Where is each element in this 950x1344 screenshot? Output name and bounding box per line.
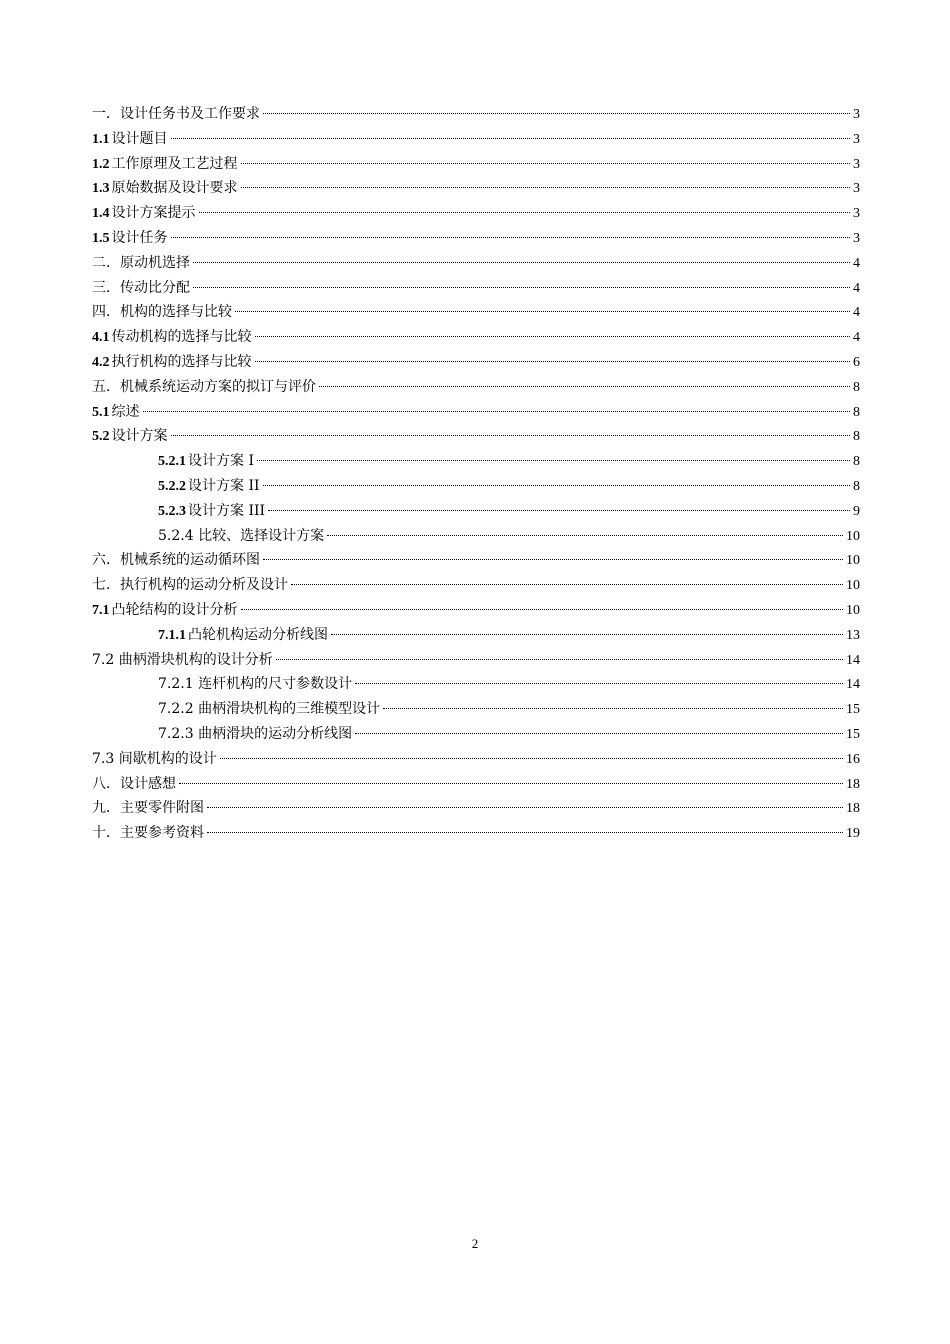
toc-entry[interactable] xyxy=(92,499,860,524)
toc-entry-page: 15 xyxy=(846,726,860,742)
table-of-contents xyxy=(92,102,860,846)
toc-entry-title: 一．设计任务书及工作要求 xyxy=(92,106,260,122)
toc-entry-number: 1.1 xyxy=(92,131,110,147)
toc-entry-title: 凸轮机构运动分析线图 xyxy=(188,626,328,643)
toc-entry-page: 16 xyxy=(846,751,860,767)
toc-entry-page: 15 xyxy=(846,702,860,718)
toc-entry-page: 14 xyxy=(846,652,860,668)
toc-entry[interactable] xyxy=(92,201,860,226)
toc-dot-leader xyxy=(331,634,843,635)
toc-dot-leader xyxy=(355,683,843,684)
toc-entry-page: 4 xyxy=(853,305,860,321)
toc-entry[interactable] xyxy=(92,772,860,797)
toc-dot-leader xyxy=(207,832,843,833)
toc-entry-page: 10 xyxy=(846,602,860,618)
toc-entry[interactable] xyxy=(92,623,860,648)
toc-entry-title: 5.2.4 比较、选择设计方案 xyxy=(158,527,325,544)
toc-entry[interactable] xyxy=(92,573,860,598)
toc-entry-title: 设计方案 III xyxy=(188,502,266,519)
toc-dot-leader xyxy=(257,460,850,461)
toc-entry[interactable] xyxy=(92,176,860,201)
toc-entry-title: 设计方案 I xyxy=(188,453,254,470)
toc-entry-title: 综述 xyxy=(111,403,140,420)
toc-entry[interactable] xyxy=(92,251,860,276)
toc-entry[interactable] xyxy=(92,400,860,425)
toc-dot-leader xyxy=(263,485,850,486)
toc-entry-page: 3 xyxy=(853,181,860,197)
toc-entry-number: 4.2 xyxy=(92,354,110,370)
toc-entry[interactable] xyxy=(92,821,860,846)
toc-dot-leader xyxy=(220,758,843,759)
toc-entry-title: 四．机构的选择与比较 xyxy=(92,304,232,321)
toc-dot-leader xyxy=(143,411,851,412)
toc-dot-leader xyxy=(179,783,843,784)
toc-entry-title: 设计方案提示 xyxy=(111,205,196,222)
toc-dot-leader xyxy=(276,659,843,660)
toc-entry-number: 1.5 xyxy=(92,230,110,246)
toc-entry[interactable] xyxy=(92,424,860,449)
toc-entry[interactable] xyxy=(92,152,860,177)
toc-entry-number: 1.3 xyxy=(92,181,110,197)
toc-entry[interactable] xyxy=(92,548,860,573)
toc-entry-title: 七．执行机构的运动分析及设计 xyxy=(92,577,288,594)
toc-entry-title: 设计任务 xyxy=(111,229,168,246)
toc-entry[interactable] xyxy=(92,102,860,127)
toc-entry-page: 3 xyxy=(853,206,860,222)
toc-dot-leader xyxy=(383,708,843,709)
toc-entry[interactable] xyxy=(92,722,860,747)
toc-entry-number: 4.1 xyxy=(92,330,110,346)
toc-entry-page: 10 xyxy=(846,553,860,569)
toc-entry-page: 8 xyxy=(853,454,860,470)
toc-dot-leader xyxy=(171,138,851,139)
toc-entry-page: 10 xyxy=(846,578,860,594)
toc-entry-title: 十．主要参考资料 xyxy=(92,825,204,842)
toc-dot-leader xyxy=(319,386,850,387)
toc-entry-title: 九．主要零件附图 xyxy=(92,800,204,817)
toc-entry-title: 7.2.1 连杆机构的尺寸参数设计 xyxy=(158,676,353,693)
toc-dot-leader xyxy=(327,535,843,536)
toc-entry[interactable] xyxy=(92,598,860,623)
toc-entry-title: 设计方案 xyxy=(111,428,168,445)
toc-entry-page: 19 xyxy=(846,826,860,842)
toc-entry-title: 7.2.3 曲柄滑块的运动分析线图 xyxy=(158,725,353,742)
toc-entry-page: 6 xyxy=(853,354,860,370)
toc-dot-leader xyxy=(207,807,843,808)
toc-entry-title: 工作原理及工艺过程 xyxy=(111,155,238,172)
toc-dot-leader xyxy=(255,336,851,337)
toc-entry-page: 3 xyxy=(853,131,860,147)
toc-entry-number: 5.1 xyxy=(92,404,110,420)
toc-entry-number: 5.2.2 xyxy=(158,478,186,494)
toc-entry-page: 3 xyxy=(853,107,860,122)
toc-entry-title: 7.2.2 曲柄滑块机构的三维模型设计 xyxy=(158,701,381,718)
toc-entry[interactable] xyxy=(92,276,860,301)
toc-entry-page: 8 xyxy=(853,429,860,445)
toc-entry[interactable] xyxy=(92,350,860,375)
toc-dot-leader xyxy=(268,510,850,511)
toc-entry-title: 传动机构的选择与比较 xyxy=(111,329,252,346)
toc-entry-title: 执行机构的选择与比较 xyxy=(111,353,252,370)
toc-entry-page: 13 xyxy=(846,627,860,643)
toc-entry-title: 设计方案 II xyxy=(188,477,260,494)
toc-dot-leader xyxy=(291,584,843,585)
toc-dot-leader xyxy=(241,187,851,188)
toc-entry-number: 1.2 xyxy=(92,156,110,172)
toc-entry[interactable] xyxy=(92,474,860,499)
toc-entry-title: 八．设计感想 xyxy=(92,775,176,792)
toc-dot-leader xyxy=(199,212,851,213)
toc-entry-number: 5.2.3 xyxy=(158,503,186,519)
toc-entry-number: 5.2.1 xyxy=(158,454,186,470)
toc-entry[interactable] xyxy=(92,226,860,251)
toc-dot-leader xyxy=(171,237,851,238)
toc-entry-page: 3 xyxy=(853,230,860,246)
toc-entry-title: 凸轮结构的设计分析 xyxy=(111,601,238,618)
toc-entry-title: 六．机械系统的运动循环图 xyxy=(92,552,260,569)
toc-entry-page: 4 xyxy=(853,330,860,346)
toc-dot-leader xyxy=(263,559,843,560)
toc-entry[interactable] xyxy=(92,375,860,400)
toc-entry[interactable] xyxy=(92,524,860,549)
toc-entry[interactable] xyxy=(92,747,860,772)
toc-entry[interactable] xyxy=(92,449,860,474)
toc-dot-leader xyxy=(263,113,850,114)
toc-entry-number: 1.4 xyxy=(92,206,110,222)
toc-entry-title: 7.3 间歇机构的设计 xyxy=(92,750,217,767)
toc-dot-leader xyxy=(171,435,851,436)
toc-entry-page: 3 xyxy=(853,156,860,172)
toc-dot-leader xyxy=(241,609,844,610)
toc-entry-page: 14 xyxy=(846,677,860,693)
toc-entry[interactable] xyxy=(92,127,860,152)
toc-entry-title: 五．机械系统运动方案的拟订与评价 xyxy=(92,378,316,395)
toc-entry-page: 4 xyxy=(853,280,860,296)
toc-entry-number: 5.2 xyxy=(92,429,110,445)
toc-entry-page: 9 xyxy=(853,503,860,519)
toc-dot-leader xyxy=(241,163,851,164)
toc-entry-page: 8 xyxy=(853,404,860,420)
toc-entry-page: 18 xyxy=(846,801,860,817)
toc-entry-number: 7.1.1 xyxy=(158,627,186,643)
toc-entry[interactable] xyxy=(92,300,860,325)
toc-entry-title: 7.2 曲柄滑块机构的设计分析 xyxy=(92,651,273,668)
toc-entry-title: 三．传动比分配 xyxy=(92,279,190,296)
toc-entry-page: 10 xyxy=(846,528,860,544)
toc-entry[interactable] xyxy=(92,796,860,821)
toc-dot-leader xyxy=(235,311,850,312)
page-number: 2 xyxy=(471,1236,479,1251)
toc-entry[interactable] xyxy=(92,697,860,722)
toc-entry[interactable] xyxy=(92,325,860,350)
toc-entry-title: 二．原动机选择 xyxy=(92,254,190,271)
toc-entry-title: 设计题目 xyxy=(111,130,168,147)
toc-dot-leader xyxy=(193,287,850,288)
toc-entry-page: 8 xyxy=(853,478,860,494)
toc-entry-page: 8 xyxy=(853,379,860,395)
toc-entry-title: 原始数据及设计要求 xyxy=(111,180,238,197)
toc-entry-page: 18 xyxy=(846,776,860,792)
toc-entry[interactable] xyxy=(92,672,860,697)
toc-entry-page: 4 xyxy=(853,255,860,271)
toc-dot-leader xyxy=(355,733,843,734)
toc-dot-leader xyxy=(193,262,850,263)
toc-dot-leader xyxy=(255,361,851,362)
toc-entry-number: 7.1 xyxy=(92,602,110,618)
toc-entry[interactable] xyxy=(92,648,860,673)
